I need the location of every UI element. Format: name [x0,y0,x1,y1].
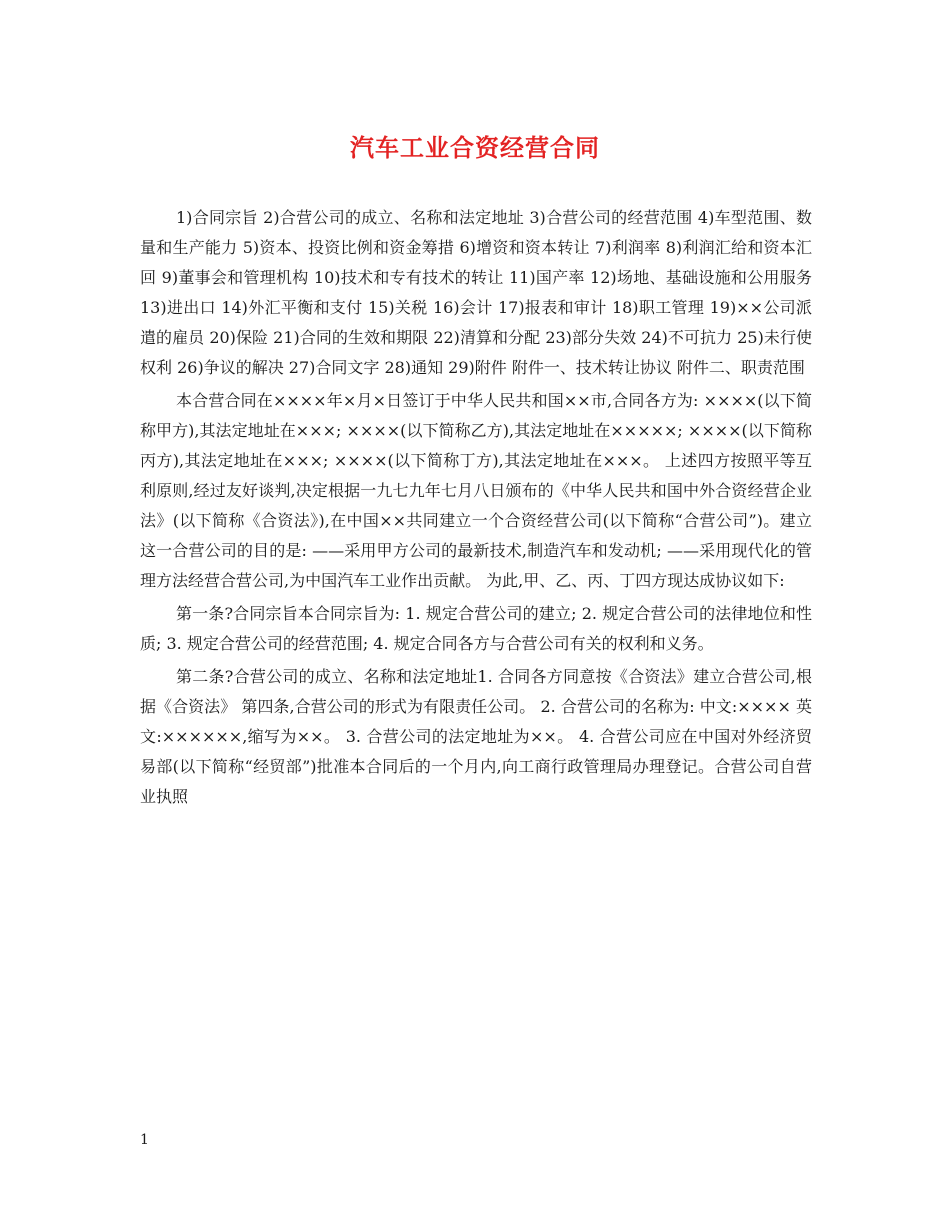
document-title: 汽车工业合资经营合同 [350,133,600,162]
preamble-paragraph: 本合营合同在××××年×月×日签订于中华人民共和国××市,合同各方为: ××××(以下简称甲方),其法定地址在×××; ××××(以下简称乙方),其法定地址在×××××; ××××(以下简称丙方),其法定地址在×××; ××××(以下简称丁方),其法定地址在×××。 上述四方按照平等互利原则,经过友好谈判,决定根据一九七九年七月八日颁布的《中华人民共和国中外合资经营企业法》(以下简称《合资法》),在中国××共同建立一个合资经营公司(以下简称“合营公司”)。建立这一合营公司的目的是: ——采用甲方公司的最新技术,制造汽车和发动机; ——采用现代化的管理方法经营合营公司,为中国汽车工业作出贡献。 为此,甲、乙、丙、丁四方现达成协议如下: [140,391,812,590]
article-2-paragraph: 第二条?合营公司的成立、名称和法定地址1. 合同各方同意按《合资法》建立合营公司,根据《合资法》 第四条,合营公司的形式为有限责任公司。 2. 合营公司的名称为: 中文:×××× 英文:××××××,缩写为××。 3. 合营公司的法定地址为××。 4. 合营公司应在中国对外经济贸易部(以下简称“经贸部”)批准本合同后的一个月内,向工商行政管理局办理登记。合营公司自营业执照 [140,667,812,806]
table-of-contents-paragraph: 1)合同宗旨 2)合营公司的成立、名称和法定地址 3)合营公司的经营范围 4)车型范围、数量和生产能力 5)资本、投资比例和资金筹措 6)增资和资本转让 7)利润率 8)利润汇给和资本汇回 9)董事会和管理机构 10)技术和专有技术的转让 11)国产率 12)场地、基础设施和公用服务 13)进出口 14)外汇平衡和支付 15)关税 16)会计 17)报表和审计 18)职工管理 19)××公司派遣的雇员 20)保险 21)合同的生效和期限 22)清算和分配 23)部分失效 24)不可抗力 25)未行使权利 26)争议的解决 27)合同文字 28)通知 29)附件 附件一、技术转让协议 附件二、职责范围 [140,208,812,377]
document-body [140,203,812,815]
page-number: 1 [140,1132,149,1148]
article-1-paragraph: 第一条?合同宗旨本合同宗旨为: 1. 规定合营公司的建立; 2. 规定合营公司的法律地位和性质; 3. 规定合营公司的经营范围; 4. 规定合同各方与合营公司有关的权利和义务。 [140,604,812,653]
